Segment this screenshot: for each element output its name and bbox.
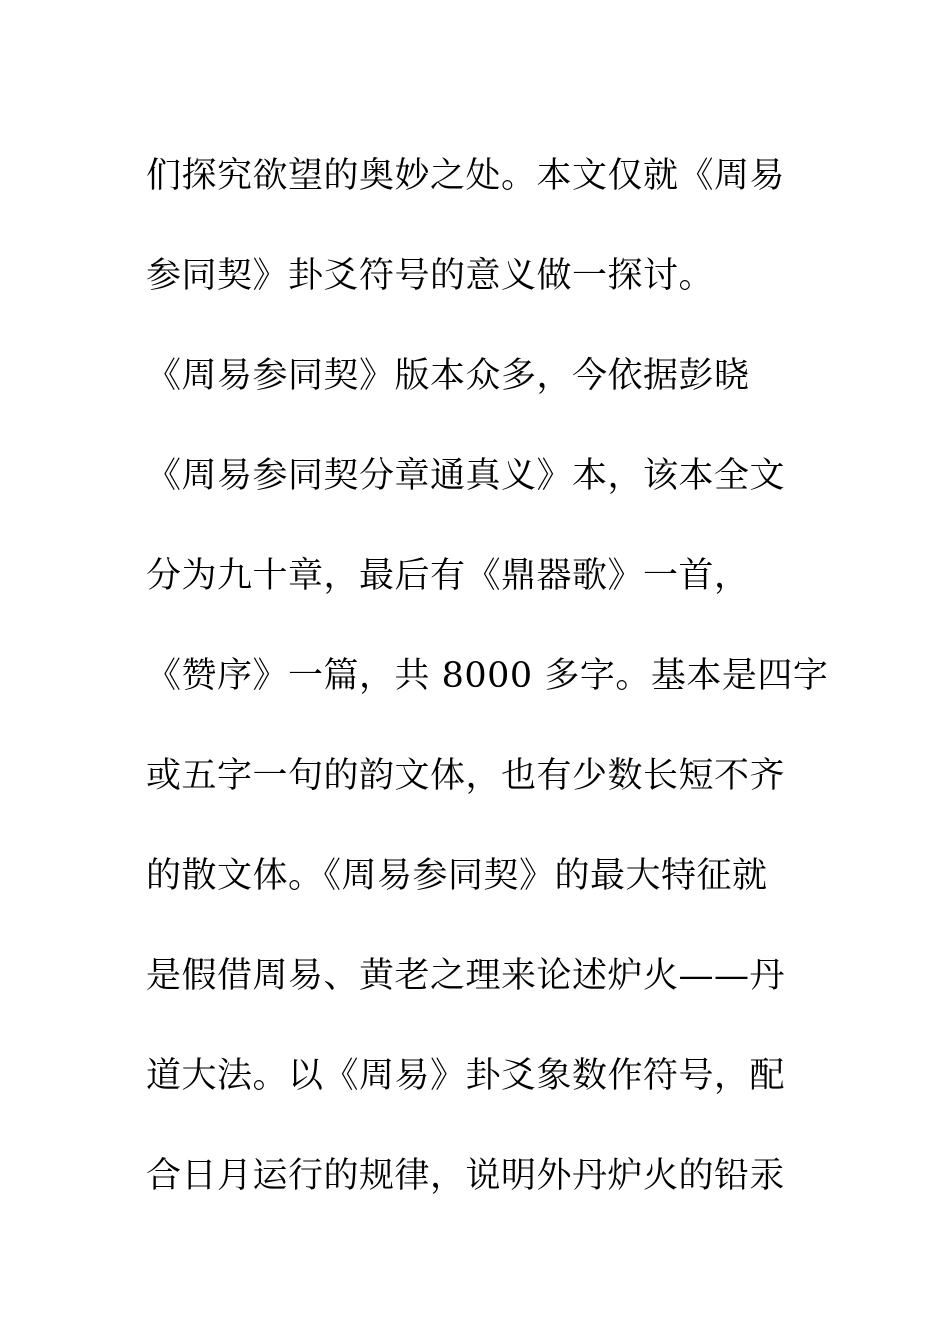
text-line: 《周易参同契分章通真义》本，该本全文 bbox=[146, 456, 786, 496]
text-line: 是假借周易、黄老之理来论述炉火——丹 bbox=[146, 956, 786, 996]
text-line: 道大法。以《周易》卦爻象数作符号，配 bbox=[146, 1056, 786, 1096]
text-line: 分为九十章，最后有《鼎器歌》一首， bbox=[146, 556, 750, 596]
text-line: 合日月运行的规律，说明外丹炉火的铅汞 bbox=[146, 1156, 786, 1196]
text-line: 或五字一句的韵文体，也有少数长短不齐 bbox=[146, 756, 786, 796]
text-line: 《赞序》一篇，共 8000 多字。基本是四字 bbox=[146, 656, 829, 696]
text-line: 《周易参同契》版本众多，今依据彭晓 bbox=[146, 356, 750, 396]
text-line: 们探究欲望的奥妙之处。本文仅就《周易 bbox=[146, 156, 786, 196]
text-line: 参同契》卦爻符号的意义做一探讨。 bbox=[146, 256, 715, 296]
body-text bbox=[146, 126, 829, 1226]
text-line: 的散文体。《周易参同契》的最大特征就 bbox=[146, 856, 768, 896]
